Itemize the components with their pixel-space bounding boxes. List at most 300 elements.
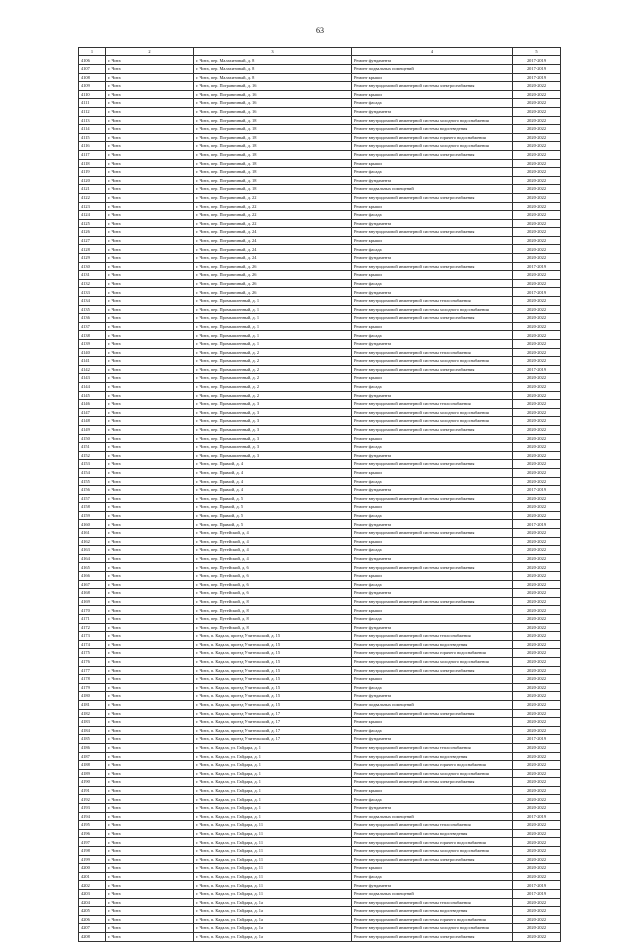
work-type-cell: Ремонт фундамента [352,589,513,598]
work-type-cell: Ремонт фасада [352,245,513,254]
table-row [79,99,561,108]
period-cell: 2020-2022 [513,211,561,220]
municipality-cell: г. Чита [106,486,194,495]
municipality-cell: г. Чита [106,554,194,563]
period-cell: 2020-2022 [513,915,561,924]
address-cell: г. Чита, п. Кадала, проезд Учительский, д. 15 [194,632,352,641]
table-row [79,864,561,873]
period-cell: 2020-2022 [513,142,561,151]
work-type-cell: Ремонт внутридомовой инженерной системы электроснабжения [352,597,513,606]
work-type-cell: Ремонт фундамента [352,692,513,701]
table-row [79,537,561,546]
table-row [79,486,561,495]
work-type-cell: Ремонт внутридомовой инженерной системы водоотведения [352,125,513,134]
row-number-cell: 4146 [79,400,106,409]
municipality-cell: г. Чита [106,675,194,684]
municipality-cell: г. Чита [106,795,194,804]
table-row [79,675,561,684]
row-number-cell: 4122 [79,193,106,202]
work-type-cell: Ремонт подвальных помещений [352,812,513,821]
period-cell: 2020-2022 [513,692,561,701]
period-cell: 2020-2022 [513,503,561,512]
work-type-cell: Ремонт фасада [352,211,513,220]
municipality-cell: г. Чита [106,133,194,142]
municipality-cell: г. Чита [106,546,194,555]
municipality-cell: г. Чита [106,297,194,306]
table-row [79,340,561,349]
row-number-cell: 4125 [79,219,106,228]
table-row [79,563,561,572]
work-type-cell: Ремонт внутридомовой инженерной системы электроснабжения [352,855,513,864]
work-type-cell: Ремонт фундамента [352,735,513,744]
municipality-cell: г. Чита [106,632,194,641]
address-cell: г. Чита, пер. Пограничный, д. 22 [194,219,352,228]
row-number-cell: 4199 [79,855,106,864]
work-type-cell: Ремонт внутридомовой инженерной системы водоотведения [352,640,513,649]
work-type-cell: Ремонт крыши [352,159,513,168]
period-cell: 2020-2022 [513,580,561,589]
municipality-cell: г. Чита [106,73,194,82]
period-cell: 2020-2022 [513,786,561,795]
address-cell: г. Чита, пер. Путейский, д. 6 [194,563,352,572]
table-row [79,649,561,658]
period-cell: 2020-2022 [513,219,561,228]
municipality-cell: г. Чита [106,451,194,460]
address-cell: г. Чита, пер. Пограничный, д. 22 [194,193,352,202]
address-cell: г. Чита, пер. Путейский, д. 6 [194,572,352,581]
address-cell: г. Чита, п. Кадала, ул. Гайдара, д. 11 [194,864,352,873]
row-number-cell: 4127 [79,236,106,245]
row-number-cell: 4129 [79,254,106,263]
table-row [79,279,561,288]
row-number-cell: 4156 [79,486,106,495]
row-number-cell: 4108 [79,73,106,82]
municipality-cell: г. Чита [106,640,194,649]
municipality-cell: г. Чита [106,597,194,606]
table-row [79,271,561,280]
row-number-cell: 4136 [79,314,106,323]
header-cell: 2 [106,48,194,56]
row-number-cell: 4119 [79,168,106,177]
address-cell: г. Чита, пер. Прямой, д. 4 [194,486,352,495]
row-number-cell: 4174 [79,640,106,649]
municipality-cell: г. Чита [106,572,194,581]
work-type-cell: Ремонт внутридомовой инженерной системы теплоснабжения [352,632,513,641]
row-number-cell: 4169 [79,597,106,606]
work-type-cell: Ремонт внутридомовой инженерной системы холодного водоснабжения [352,417,513,426]
municipality-cell: г. Чита [106,348,194,357]
address-cell: г. Чита, пер. Прямой, д. 5 [194,503,352,512]
work-type-cell: Ремонт фундамента [352,254,513,263]
table-row [79,460,561,469]
table-row [79,357,561,366]
address-cell: г. Чита, пер. Пограничный, д. 24 [194,245,352,254]
work-type-cell: Ремонт подвальных помещений [352,890,513,899]
municipality-cell: г. Чита [106,305,194,314]
table-row [79,872,561,881]
table-row [79,692,561,701]
row-number-cell: 4143 [79,374,106,383]
address-cell: г. Чита, пер. Промышленный, д. 1 [194,297,352,306]
period-cell: 2020-2022 [513,185,561,194]
municipality-cell: г. Чита [106,924,194,933]
row-number-cell: 4121 [79,185,106,194]
period-cell: 2020-2022 [513,511,561,520]
row-number-cell: 4189 [79,769,106,778]
address-cell: г. Чита, пер. Путейский, д. 4 [194,529,352,538]
table-row [79,202,561,211]
address-cell: г. Чита, пер. Прямой, д. 5 [194,520,352,529]
work-type-cell: Ремонт фасада [352,331,513,340]
work-type-cell: Ремонт фундамента [352,451,513,460]
address-cell: г. Чита, пер. Промышленный, д. 1 [194,322,352,331]
row-number-cell: 4107 [79,65,106,74]
municipality-cell: г. Чита [106,743,194,752]
address-cell: г. Чита, пер. Путейский, д. 4 [194,537,352,546]
table-row [79,219,561,228]
row-number-cell: 4205 [79,907,106,916]
work-type-cell: Ремонт фасада [352,511,513,520]
work-type-cell: Ремонт фундамента [352,56,513,65]
period-cell: 2020-2022 [513,829,561,838]
address-cell: г. Чита, п. Кадала, ул. Гайдара, д. 1 [194,795,352,804]
table-row [79,718,561,727]
row-number-cell: 4147 [79,408,106,417]
address-cell: г. Чита, п. Кадала, ул. Гайдара, д. 11 [194,890,352,899]
municipality-cell: г. Чита [106,150,194,159]
period-cell: 2020-2022 [513,606,561,615]
municipality-cell: г. Чита [106,529,194,538]
period-cell: 2020-2022 [513,297,561,306]
row-number-cell: 4135 [79,305,106,314]
municipality-cell: г. Чита [106,228,194,237]
period-cell: 2020-2022 [513,305,561,314]
row-number-cell: 4206 [79,915,106,924]
period-cell: 2020-2022 [513,451,561,460]
address-cell: г. Чита, пер. Путейский, д. 6 [194,589,352,598]
address-cell: г. Чита, п. Кадала, ул. Гайдара, д. 11 [194,855,352,864]
table-row [79,546,561,555]
table-row [79,890,561,899]
municipality-cell: г. Чита [106,761,194,770]
work-type-cell: Ремонт внутридомовой инженерной системы электроснабжения [352,494,513,503]
period-cell: 2020-2022 [513,494,561,503]
municipality-cell: г. Чита [106,365,194,374]
address-cell: г. Чита, пер. Пограничный, д. 26 [194,262,352,271]
period-cell: 2020-2022 [513,761,561,770]
row-number-cell: 4124 [79,211,106,220]
address-cell: г. Чита, п. Кадала, проезд Учительский, д. 17 [194,726,352,735]
work-type-cell: Ремонт внутридомовой инженерной системы горячего водоснабжения [352,649,513,658]
table-row [79,193,561,202]
period-cell: 2020-2022 [513,847,561,856]
municipality-cell: г. Чита [106,563,194,572]
municipality-cell: г. Чита [106,322,194,331]
period-cell: 2020-2022 [513,640,561,649]
period-cell: 2020-2022 [513,254,561,263]
work-type-cell: Ремонт крыши [352,786,513,795]
period-cell: 2020-2022 [513,228,561,237]
address-cell: г. Чита, пер. Пограничный, д. 16 [194,90,352,99]
address-cell: г. Чита, п. Кадала, ул. Гайдара, д. 1а [194,898,352,907]
table-row [79,666,561,675]
period-cell: 2020-2022 [513,632,561,641]
municipality-cell: г. Чита [106,812,194,821]
table-row [79,400,561,409]
period-cell: 2017-2019 [513,486,561,495]
address-cell: г. Чита, п. Кадала, проезд Учительский, д. 15 [194,683,352,692]
work-type-cell: Ремонт крыши [352,90,513,99]
work-type-cell: Ремонт крыши [352,322,513,331]
table-row [79,314,561,323]
work-type-cell: Ремонт внутридомовой инженерной системы холодного водоснабжения [352,142,513,151]
address-cell: г. Чита, пер. Путейский, д. 6 [194,580,352,589]
work-type-cell: Ремонт внутридомовой инженерной системы электроснабжения [352,778,513,787]
municipality-cell: г. Чита [106,881,194,890]
work-type-cell: Ремонт внутридомовой инженерной системы холодного водоснабжения [352,305,513,314]
row-number-cell: 4208 [79,932,106,941]
table-row [79,597,561,606]
address-cell: г. Чита, п. Кадала, ул. Гайдара, д. 11 [194,881,352,890]
address-cell: г. Чита, пер. Путейский, д. 8 [194,623,352,632]
row-number-cell: 4117 [79,150,106,159]
work-type-cell: Ремонт внутридомовой инженерной системы теплоснабжения [352,348,513,357]
work-type-cell: Ремонт внутридомовой инженерной системы электроснабжения [352,529,513,538]
row-number-cell: 4164 [79,554,106,563]
row-number-cell: 4120 [79,176,106,185]
period-cell: 2020-2022 [513,116,561,125]
period-cell: 2020-2022 [513,563,561,572]
row-number-cell: 4157 [79,494,106,503]
row-number-cell: 4109 [79,82,106,91]
table-row [79,838,561,847]
work-type-cell: Ремонт внутридомовой инженерной системы водоотведения [352,752,513,761]
address-cell: г. Чита, п. Кадала, ул. Гайдара, д. 1 [194,812,352,821]
row-number-cell: 4159 [79,511,106,520]
address-cell: г. Чита, пер. Пограничный, д. 22 [194,202,352,211]
row-number-cell: 4202 [79,881,106,890]
address-cell: г. Чита, пер. Промышленный, д. 3 [194,451,352,460]
municipality-cell: г. Чита [106,503,194,512]
table-row [79,159,561,168]
row-number-cell: 4158 [79,503,106,512]
table-row [79,168,561,177]
address-cell: г. Чита, пер. Пограничный, д. 26 [194,288,352,297]
work-type-cell: Ремонт крыши [352,374,513,383]
row-number-cell: 4200 [79,864,106,873]
period-cell: 2020-2022 [513,838,561,847]
table-row [79,700,561,709]
work-type-cell: Ремонт внутридомовой инженерной системы электроснабжения [352,314,513,323]
table-row [79,288,561,297]
row-number-cell: 4175 [79,649,106,658]
municipality-cell: г. Чита [106,185,194,194]
period-cell: 2020-2022 [513,589,561,598]
header-cell: 4 [352,48,513,56]
period-cell: 2020-2022 [513,726,561,735]
address-cell: г. Чита, пер. Пограничный, д. 18 [194,176,352,185]
row-number-cell: 4152 [79,451,106,460]
row-number-cell: 4191 [79,786,106,795]
period-cell: 2020-2022 [513,340,561,349]
work-type-cell: Ремонт фасада [352,279,513,288]
work-type-cell: Ремонт внутридомовой инженерной системы электроснабжения [352,563,513,572]
municipality-cell: г. Чита [106,116,194,125]
period-cell: 2020-2022 [513,675,561,684]
row-number-cell: 4123 [79,202,106,211]
municipality-cell: г. Чита [106,786,194,795]
municipality-cell: г. Чита [106,778,194,787]
row-number-cell: 4185 [79,735,106,744]
row-number-cell: 4207 [79,924,106,933]
table-row [79,434,561,443]
municipality-cell: г. Чита [106,340,194,349]
table-row [79,211,561,220]
work-type-cell: Ремонт фасада [352,99,513,108]
work-type-cell: Ремонт внутридомовой инженерной системы электроснабжения [352,262,513,271]
address-cell: г. Чита, пер. Пограничный, д. 18 [194,185,352,194]
row-number-cell: 4118 [79,159,106,168]
period-cell: 2017-2019 [513,812,561,821]
table-row [79,305,561,314]
address-cell: г. Чита, пер. Промышленный, д. 2 [194,365,352,374]
period-cell: 2020-2022 [513,666,561,675]
row-number-cell: 4144 [79,382,106,391]
municipality-cell: г. Чита [106,125,194,134]
municipality-cell: г. Чита [106,520,194,529]
work-type-cell: Ремонт крыши [352,503,513,512]
municipality-cell: г. Чита [106,90,194,99]
address-cell: г. Чита, пер. Прямой, д. 4 [194,477,352,486]
work-type-cell: Ремонт внутридомовой инженерной системы электроснабжения [352,932,513,941]
period-cell: 2020-2022 [513,855,561,864]
table-row [79,133,561,142]
work-type-cell: Ремонт внутридомовой инженерной системы водоотведения [352,907,513,916]
work-type-cell: Ремонт фасада [352,795,513,804]
table-row [79,855,561,864]
row-number-cell: 4173 [79,632,106,641]
row-number-cell: 4180 [79,692,106,701]
table-header-row [79,48,561,56]
period-cell: 2020-2022 [513,821,561,830]
work-type-cell: Ремонт фасада [352,443,513,452]
table-row [79,365,561,374]
municipality-cell: г. Чита [106,262,194,271]
municipality-cell: г. Чита [106,692,194,701]
period-cell: 2020-2022 [513,417,561,426]
row-number-cell: 4204 [79,898,106,907]
address-cell: г. Чита, пер. Промышленный, д. 1 [194,314,352,323]
row-number-cell: 4130 [79,262,106,271]
municipality-cell: г. Чита [106,666,194,675]
municipality-cell: г. Чита [106,537,194,546]
municipality-cell: г. Чита [106,176,194,185]
municipality-cell: г. Чита [106,434,194,443]
work-type-cell: Ремонт фасада [352,382,513,391]
table-row [79,503,561,512]
period-cell: 2020-2022 [513,460,561,469]
table-row [79,709,561,718]
address-cell: г. Чита, пер. Пограничный, д. 18 [194,168,352,177]
row-number-cell: 4115 [79,133,106,142]
work-type-cell: Ремонт фундамента [352,219,513,228]
row-number-cell: 4203 [79,890,106,899]
table-row [79,898,561,907]
municipality-cell: г. Чита [106,271,194,280]
period-cell: 2020-2022 [513,82,561,91]
page-number: 63 [316,26,324,35]
municipality-cell: г. Чита [106,400,194,409]
address-cell: г. Чита, п. Кадала, ул. Гайдара, д. 1а [194,932,352,941]
table-row [79,417,561,426]
municipality-cell: г. Чита [106,718,194,727]
work-type-cell: Ремонт крыши [352,271,513,280]
address-cell: г. Чита, п. Кадала, ул. Гайдара, д. 1 [194,786,352,795]
municipality-cell: г. Чита [106,219,194,228]
municipality-cell: г. Чита [106,700,194,709]
address-cell: г. Чита, п. Кадала, ул. Гайдара, д. 11 [194,847,352,856]
work-type-cell: Ремонт подвальных помещений [352,65,513,74]
table-row [79,786,561,795]
address-cell: г. Чита, пер. Промышленный, д. 2 [194,374,352,383]
municipality-cell: г. Чита [106,159,194,168]
period-cell: 2020-2022 [513,159,561,168]
period-cell: 2020-2022 [513,236,561,245]
address-cell: г. Чита, п. Кадала, проезд Учительский, д. 15 [194,649,352,658]
address-cell: г. Чита, п. Кадала, ул. Гайдара, д. 1 [194,761,352,770]
period-cell: 2020-2022 [513,279,561,288]
work-type-cell: Ремонт подвальных помещений [352,185,513,194]
period-cell: 2020-2022 [513,924,561,933]
work-type-cell: Ремонт внутридомовой инженерной системы горячего водоснабжения [352,761,513,770]
address-cell: г. Чита, пер. Путейский, д. 8 [194,606,352,615]
work-type-cell: Ремонт фундамента [352,288,513,297]
address-cell: г. Чита, пер. Путейский, д. 4 [194,546,352,555]
municipality-cell: г. Чита [106,589,194,598]
table-row [79,924,561,933]
row-number-cell: 4134 [79,297,106,306]
row-number-cell: 4160 [79,520,106,529]
municipality-cell: г. Чита [106,211,194,220]
row-number-cell: 4138 [79,331,106,340]
row-number-cell: 4194 [79,812,106,821]
table-row [79,331,561,340]
work-type-cell: Ремонт внутридомовой инженерной системы электроснабжения [352,82,513,91]
address-cell: г. Чита, пер. Пограничный, д. 16 [194,107,352,116]
municipality-cell: г. Чита [106,915,194,924]
address-cell: г. Чита, п. Кадала, проезд Учительский, д. 15 [194,675,352,684]
work-type-cell: Ремонт фасада [352,546,513,555]
table-row [79,761,561,770]
municipality-cell: г. Чита [106,460,194,469]
municipality-cell: г. Чита [106,142,194,151]
municipality-cell: г. Чита [106,494,194,503]
municipality-cell: г. Чита [106,468,194,477]
address-cell: г. Чита, пер. Промышленный, д. 1 [194,331,352,340]
work-type-cell: Ремонт внутридомовой инженерной системы холодного водоснабжения [352,924,513,933]
municipality-cell: г. Чита [106,245,194,254]
table-row [79,245,561,254]
address-cell: г. Чита, пер. Пограничный, д. 24 [194,228,352,237]
work-type-cell: Ремонт внутридомовой инженерной системы электроснабжения [352,425,513,434]
municipality-cell: г. Чита [106,168,194,177]
table-row [79,228,561,237]
row-number-cell: 4201 [79,872,106,881]
table-row [79,657,561,666]
row-number-cell: 4193 [79,804,106,813]
address-cell: г. Чита, пер. Промышленный, д. 3 [194,434,352,443]
period-cell: 2020-2022 [513,898,561,907]
